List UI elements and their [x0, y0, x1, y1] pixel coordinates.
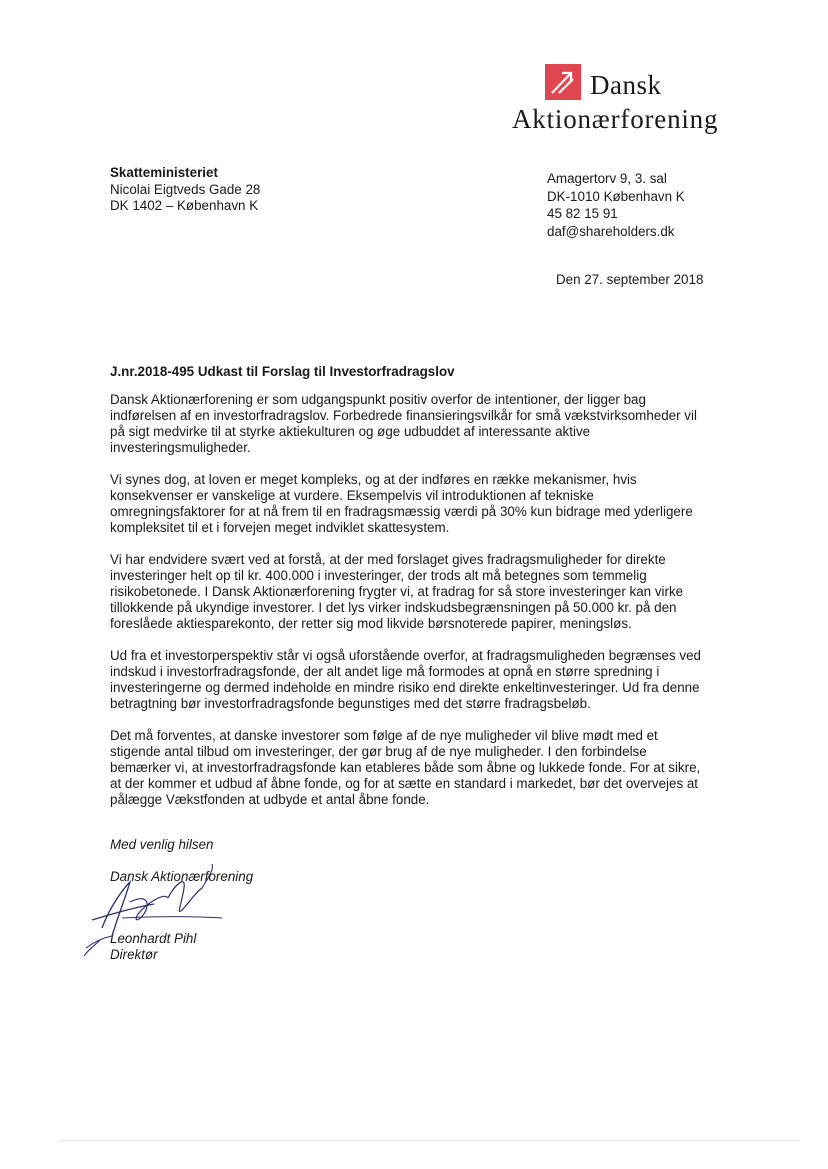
paragraph: Vi synes dog, at loven er meget kompleks, og at der indføres en række mekanismer, hvis konsekvenser er vanskelige at vurdere. Eksempelvis vil introduktionen af tekniske omregningsfaktorer for at nå frem til en fradragsmæssig værdi på 30% kun bidrage med yderligere kompleksitet til et i forvejen meget indviklet skattesystem.: [110, 472, 693, 535]
recipient-street: Nicolai Eigtveds Gade 28: [110, 181, 261, 197]
recipient-city: DK 1402 – København K: [110, 198, 259, 213]
paragraph: Det må forventes, at danske investorer som følge af de nye muligheder vil blive mødt med et stigende antal tilbud om investeringer, der gør brug af de nye muligheder. I den forbindelse bemærker vi, at investorfradragsfonde kan etableres både som åbne og lukkede fonde. For at sikre, at der kommer et udbud af åbne fonde, og for at sætte en standard i markedet, bør det overvejes at pålægge Vækstfonden at udbyde et antal åbne fonde.: [110, 728, 701, 807]
logo-text-line2: Aktionærforening: [512, 104, 719, 134]
letter-date: Den 27. september 2018: [556, 272, 704, 287]
handwritten-signature: [72, 858, 232, 958]
signer-title: Direktør: [110, 947, 158, 962]
paragraph: Dansk Aktionærforening er som udgangspunkt positiv overfor de intentioner, der ligger bag indførelsen af en investorfradragslov. Forbedrede finansieringsvilkår for små vækstvirksomheder vil på sigt medvirke til at styrke aktiekulturen og øge udbuddet af interessante aktive investeringsmuligheder.: [110, 392, 697, 455]
sender-phone: 45 82 15 91: [547, 206, 618, 221]
signer-name: Leonhardt Pihl: [110, 931, 197, 946]
footer-divider: [60, 1140, 800, 1141]
logo-text-line1: Dansk: [590, 70, 662, 100]
paragraph: Ud fra et investorperspektiv står vi også uforstående overfor, at fradragsmuligheden begrænses ved indskud i investorfradragsfonde, der alt andet lige må formodes at opnå en større spredning i investeringerne og dermed indeholde en mindre risiko end direkte enkeltinvesteringer. Ud fra denne betragtning bør investorfradragsfonde begunstiges med det større fradragsbeløb.: [110, 648, 701, 711]
sender-email: daf@shareholders.dk: [547, 223, 675, 239]
logo: [512, 62, 722, 142]
recipient-name: Skatteministeriet: [110, 165, 218, 180]
logo-mark-icon: [545, 64, 581, 100]
letter-closing: [110, 837, 254, 962]
closing-organization: Dansk Aktionærforening: [110, 869, 254, 884]
sender-city: DK-1010 København K: [547, 188, 685, 204]
sender-street: Amagertorv 9, 3. sal: [547, 171, 667, 186]
closing-greeting: Med venlig hilsen: [110, 837, 214, 852]
recipient-address: [110, 165, 370, 215]
sender-address: [547, 170, 747, 240]
letter-body: [110, 392, 710, 824]
letter-subject: J.nr.2018-495 Udkast til Forslag til Investorfradragslov: [110, 364, 455, 379]
paragraph: Vi har endvidere svært ved at forstå, at der med forslaget gives fradragsmuligheder for direkte investeringer helt op til kr. 400.000 i investeringer, der trods alt må betegnes som temmelig risikobetonede. I Dansk Aktionærforening frygter vi, at fradrag for så store investeringer kan virke tillokkende på ukyndige investorer. I det lys virker indskudsbegrænsningen på 50.000 kr. på den foreslåede aktiesparekonto, der retter sig mod likvide børsnoterede papirer, meningsløs.: [110, 552, 684, 631]
